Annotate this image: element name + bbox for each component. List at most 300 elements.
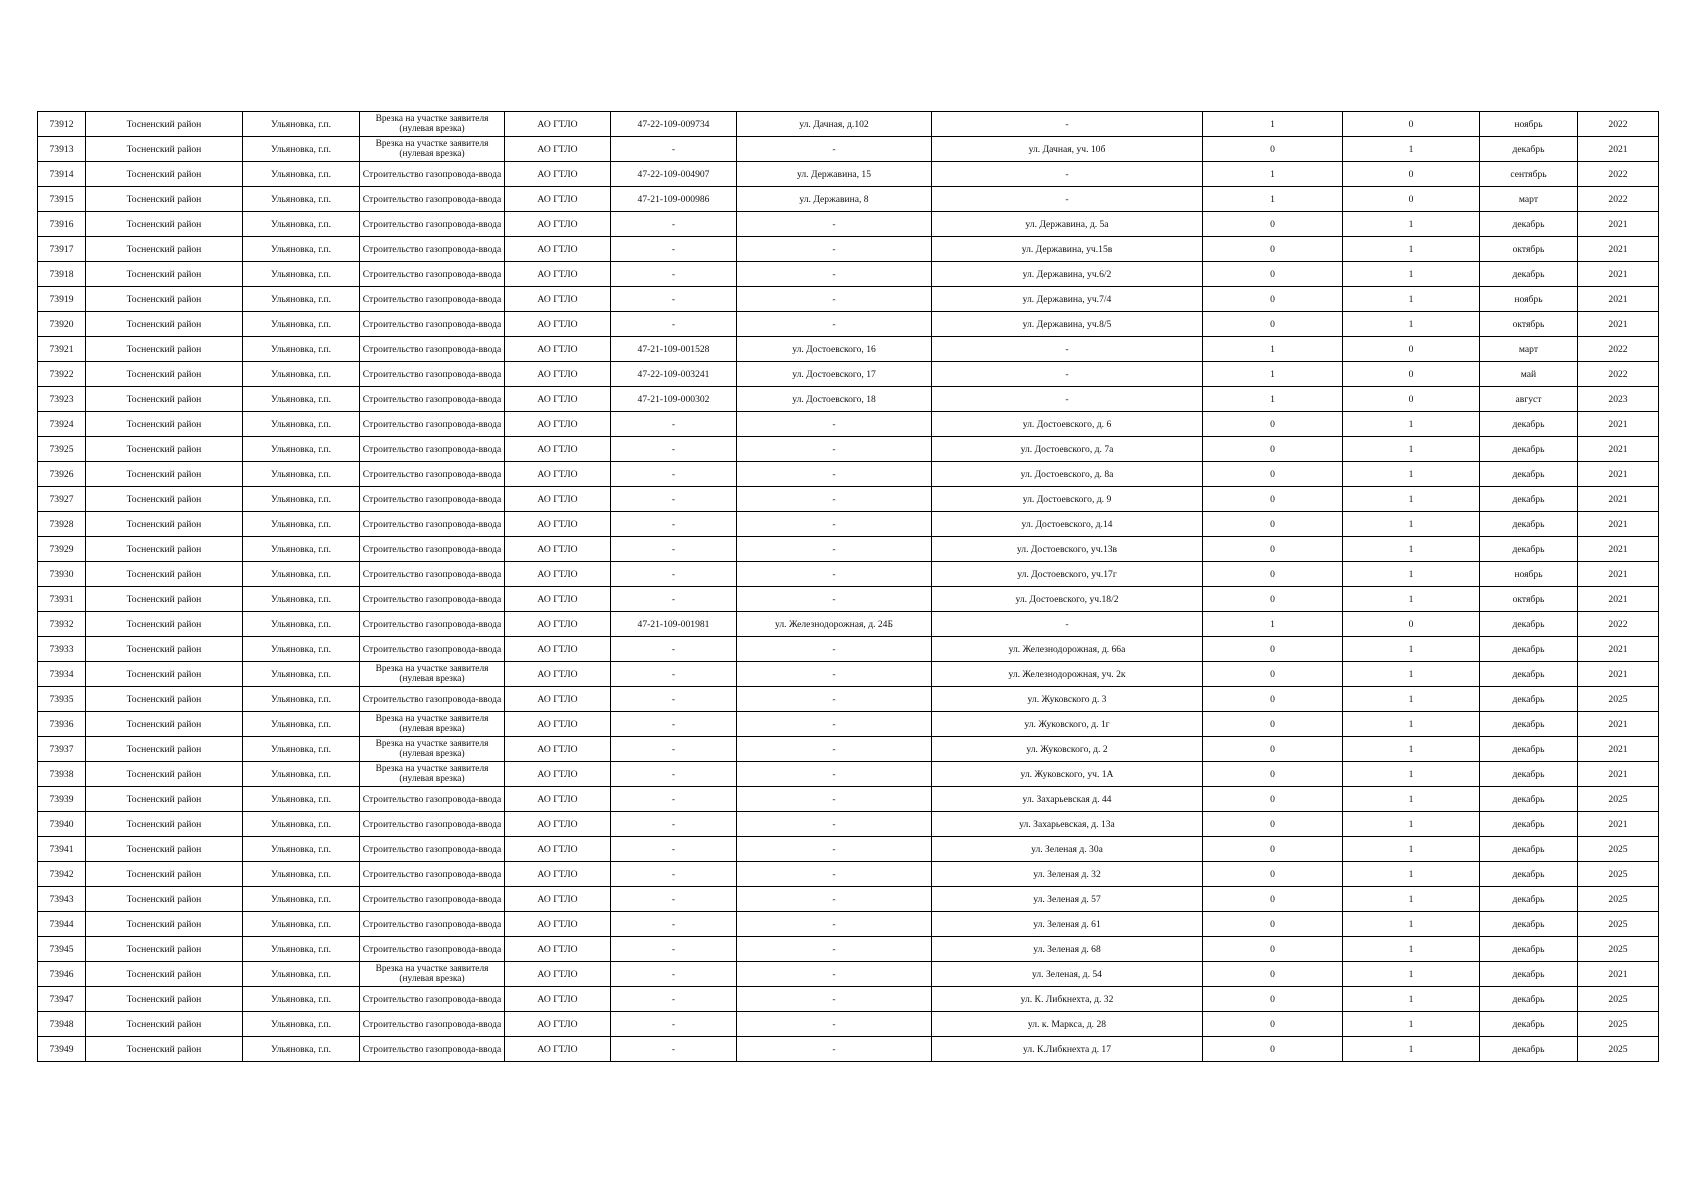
count-b-cell: 0 bbox=[1343, 187, 1480, 212]
district-cell: Тосненский район bbox=[86, 237, 243, 262]
count-a-cell: 0 bbox=[1203, 912, 1343, 937]
settlement-cell: Ульяновка, г.п. bbox=[243, 487, 360, 512]
organization-cell: АО ГТЛО bbox=[505, 162, 611, 187]
address-cell: ул. Жуковского, д. 2 bbox=[932, 737, 1203, 762]
month-cell: декабрь bbox=[1480, 687, 1578, 712]
month-cell: декабрь bbox=[1480, 812, 1578, 837]
year-cell: 2021 bbox=[1578, 437, 1659, 462]
cadastral-number-cell: - bbox=[611, 962, 737, 987]
count-b-cell: 1 bbox=[1343, 912, 1480, 937]
work-type-cell: Строительство газопровода-ввода bbox=[360, 437, 505, 462]
cadastral-number-cell: - bbox=[611, 512, 737, 537]
district-cell: Тосненский район bbox=[86, 262, 243, 287]
district-cell: Тосненский район bbox=[86, 812, 243, 837]
count-a-cell: 0 bbox=[1203, 1012, 1343, 1037]
cadastral-address-cell: - bbox=[737, 462, 932, 487]
table-row bbox=[38, 912, 1659, 937]
row-id-cell: 73929 bbox=[38, 537, 86, 562]
month-cell: декабрь bbox=[1480, 462, 1578, 487]
count-b-cell: 1 bbox=[1343, 512, 1480, 537]
count-b-cell: 0 bbox=[1343, 362, 1480, 387]
table-row bbox=[38, 187, 1659, 212]
month-cell: ноябрь bbox=[1480, 287, 1578, 312]
table-row bbox=[38, 562, 1659, 587]
month-cell: ноябрь bbox=[1480, 112, 1578, 137]
row-id-cell: 73926 bbox=[38, 462, 86, 487]
month-cell: декабрь bbox=[1480, 637, 1578, 662]
count-b-cell: 1 bbox=[1343, 287, 1480, 312]
address-cell: ул. к. Маркса, д. 28 bbox=[932, 1012, 1203, 1037]
district-cell: Тосненский район bbox=[86, 787, 243, 812]
cadastral-address-cell: - bbox=[737, 487, 932, 512]
address-cell: ул. Зеленая д. 32 bbox=[932, 862, 1203, 887]
organization-cell: АО ГТЛО bbox=[505, 1037, 611, 1062]
count-a-cell: 0 bbox=[1203, 562, 1343, 587]
count-a-cell: 0 bbox=[1203, 762, 1343, 787]
cadastral-number-cell: 47-21-109-001981 bbox=[611, 612, 737, 637]
work-type-cell: Строительство газопровода-ввода bbox=[360, 1037, 505, 1062]
organization-cell: АО ГТЛО bbox=[505, 1012, 611, 1037]
row-id-cell: 73948 bbox=[38, 1012, 86, 1037]
cadastral-number-cell: - bbox=[611, 312, 737, 337]
district-cell: Тосненский район bbox=[86, 612, 243, 637]
year-cell: 2025 bbox=[1578, 937, 1659, 962]
address-cell: ул. Зеленая д. 68 bbox=[932, 937, 1203, 962]
work-type-cell: Строительство газопровода-ввода bbox=[360, 887, 505, 912]
cadastral-address-cell: - bbox=[737, 862, 932, 887]
work-type-cell: Строительство газопровода-ввода bbox=[360, 537, 505, 562]
organization-cell: АО ГТЛО bbox=[505, 437, 611, 462]
row-id-cell: 73942 bbox=[38, 862, 86, 887]
cadastral-number-cell: - bbox=[611, 1012, 737, 1037]
cadastral-address-cell: ул. Дачная, д.102 bbox=[737, 112, 932, 137]
organization-cell: АО ГТЛО bbox=[505, 237, 611, 262]
cadastral-address-cell: - bbox=[737, 437, 932, 462]
cadastral-address-cell: - bbox=[737, 662, 932, 687]
month-cell: декабрь bbox=[1480, 262, 1578, 287]
settlement-cell: Ульяновка, г.п. bbox=[243, 662, 360, 687]
organization-cell: АО ГТЛО bbox=[505, 737, 611, 762]
count-a-cell: 0 bbox=[1203, 712, 1343, 737]
settlement-cell: Ульяновка, г.п. bbox=[243, 962, 360, 987]
cadastral-number-cell: - bbox=[611, 787, 737, 812]
row-id-cell: 73949 bbox=[38, 1037, 86, 1062]
work-type-cell: Строительство газопровода-ввода bbox=[360, 212, 505, 237]
table-row bbox=[38, 812, 1659, 837]
work-type-cell: Строительство газопровода-ввода bbox=[360, 612, 505, 637]
settlement-cell: Ульяновка, г.п. bbox=[243, 337, 360, 362]
month-cell: декабрь bbox=[1480, 612, 1578, 637]
work-type-cell: Строительство газопровода-ввода bbox=[360, 262, 505, 287]
table-row bbox=[38, 862, 1659, 887]
settlement-cell: Ульяновка, г.п. bbox=[243, 637, 360, 662]
month-cell: декабрь bbox=[1480, 137, 1578, 162]
address-cell: ул. Достоевского, уч.17г bbox=[932, 562, 1203, 587]
count-a-cell: 1 bbox=[1203, 612, 1343, 637]
month-cell: декабрь bbox=[1480, 762, 1578, 787]
row-id-cell: 73916 bbox=[38, 212, 86, 237]
month-cell: октябрь bbox=[1480, 312, 1578, 337]
cadastral-number-cell: 47-22-109-009734 bbox=[611, 112, 737, 137]
count-a-cell: 0 bbox=[1203, 412, 1343, 437]
row-id-cell: 73924 bbox=[38, 412, 86, 437]
work-type-cell: Строительство газопровода-ввода bbox=[360, 687, 505, 712]
district-cell: Тосненский район bbox=[86, 737, 243, 762]
year-cell: 2021 bbox=[1578, 562, 1659, 587]
count-b-cell: 0 bbox=[1343, 162, 1480, 187]
count-b-cell: 1 bbox=[1343, 1012, 1480, 1037]
address-cell: ул. Достоевского, уч.18/2 bbox=[932, 587, 1203, 612]
year-cell: 2025 bbox=[1578, 787, 1659, 812]
district-cell: Тосненский район bbox=[86, 412, 243, 437]
address-cell: ул. Державина, уч.7/4 bbox=[932, 287, 1203, 312]
cadastral-address-cell: - bbox=[737, 937, 932, 962]
cadastral-number-cell: - bbox=[611, 637, 737, 662]
count-b-cell: 0 bbox=[1343, 112, 1480, 137]
work-type-cell: Врезка на участке заявителя (нулевая врезка) bbox=[360, 662, 505, 687]
row-id-cell: 73946 bbox=[38, 962, 86, 987]
month-cell: декабрь bbox=[1480, 412, 1578, 437]
count-a-cell: 1 bbox=[1203, 362, 1343, 387]
address-cell: ул. Захарьевская д. 44 bbox=[932, 787, 1203, 812]
organization-cell: АО ГТЛО bbox=[505, 337, 611, 362]
table-row bbox=[38, 687, 1659, 712]
cadastral-address-cell: - bbox=[737, 587, 932, 612]
row-id-cell: 73923 bbox=[38, 387, 86, 412]
month-cell: декабрь bbox=[1480, 937, 1578, 962]
address-cell: - bbox=[932, 187, 1203, 212]
row-id-cell: 73914 bbox=[38, 162, 86, 187]
cadastral-number-cell: - bbox=[611, 487, 737, 512]
district-cell: Тосненский район bbox=[86, 987, 243, 1012]
cadastral-address-cell: - bbox=[737, 237, 932, 262]
table-row bbox=[38, 487, 1659, 512]
count-a-cell: 0 bbox=[1203, 862, 1343, 887]
organization-cell: АО ГТЛО bbox=[505, 987, 611, 1012]
address-cell: ул. Державина, уч.15в bbox=[932, 237, 1203, 262]
settlement-cell: Ульяновка, г.п. bbox=[243, 312, 360, 337]
cadastral-address-cell: - bbox=[737, 1037, 932, 1062]
organization-cell: АО ГТЛО bbox=[505, 687, 611, 712]
cadastral-address-cell: - bbox=[737, 287, 932, 312]
district-cell: Тосненский район bbox=[86, 562, 243, 587]
work-type-cell: Врезка на участке заявителя (нулевая врезка) bbox=[360, 762, 505, 787]
table-row bbox=[38, 462, 1659, 487]
cadastral-number-cell: 47-21-109-000302 bbox=[611, 387, 737, 412]
month-cell: декабрь bbox=[1480, 712, 1578, 737]
cadastral-address-cell: - bbox=[737, 412, 932, 437]
district-cell: Тосненский район bbox=[86, 112, 243, 137]
settlement-cell: Ульяновка, г.п. bbox=[243, 587, 360, 612]
cadastral-address-cell: - bbox=[737, 687, 932, 712]
year-cell: 2021 bbox=[1578, 762, 1659, 787]
month-cell: декабрь bbox=[1480, 862, 1578, 887]
settlement-cell: Ульяновка, г.п. bbox=[243, 762, 360, 787]
settlement-cell: Ульяновка, г.п. bbox=[243, 1012, 360, 1037]
settlement-cell: Ульяновка, г.п. bbox=[243, 137, 360, 162]
cadastral-number-cell: - bbox=[611, 462, 737, 487]
work-type-cell: Строительство газопровода-ввода bbox=[360, 937, 505, 962]
work-type-cell: Строительство газопровода-ввода bbox=[360, 587, 505, 612]
year-cell: 2022 bbox=[1578, 112, 1659, 137]
address-cell: ул. Зеленая д. 30а bbox=[932, 837, 1203, 862]
row-id-cell: 73920 bbox=[38, 312, 86, 337]
month-cell: декабрь bbox=[1480, 1012, 1578, 1037]
row-id-cell: 73921 bbox=[38, 337, 86, 362]
district-cell: Тосненский район bbox=[86, 937, 243, 962]
count-b-cell: 1 bbox=[1343, 487, 1480, 512]
district-cell: Тосненский район bbox=[86, 487, 243, 512]
district-cell: Тосненский район bbox=[86, 662, 243, 687]
organization-cell: АО ГТЛО bbox=[505, 962, 611, 987]
address-cell: ул. Жуковского, уч. 1А bbox=[932, 762, 1203, 787]
address-cell: - bbox=[932, 387, 1203, 412]
count-a-cell: 0 bbox=[1203, 737, 1343, 762]
work-type-cell: Строительство газопровода-ввода bbox=[360, 1012, 505, 1037]
settlement-cell: Ульяновка, г.п. bbox=[243, 537, 360, 562]
address-cell: ул. Дачная, уч. 10б bbox=[932, 137, 1203, 162]
organization-cell: АО ГТЛО bbox=[505, 762, 611, 787]
district-cell: Тосненский район bbox=[86, 287, 243, 312]
settlement-cell: Ульяновка, г.п. bbox=[243, 687, 360, 712]
cadastral-number-cell: - bbox=[611, 412, 737, 437]
count-a-cell: 1 bbox=[1203, 112, 1343, 137]
table-row bbox=[38, 737, 1659, 762]
cadastral-number-cell: - bbox=[611, 437, 737, 462]
row-id-cell: 73918 bbox=[38, 262, 86, 287]
address-cell: ул. Достоевского, уч.13в bbox=[932, 537, 1203, 562]
cadastral-address-cell: ул. Достоевского, 17 bbox=[737, 362, 932, 387]
district-cell: Тосненский район bbox=[86, 687, 243, 712]
cadastral-address-cell: - bbox=[737, 712, 932, 737]
table-row bbox=[38, 337, 1659, 362]
address-cell: ул. Достоевского, д. 7а bbox=[932, 437, 1203, 462]
row-id-cell: 73915 bbox=[38, 187, 86, 212]
count-a-cell: 0 bbox=[1203, 1037, 1343, 1062]
organization-cell: АО ГТЛО bbox=[505, 612, 611, 637]
count-a-cell: 0 bbox=[1203, 212, 1343, 237]
count-a-cell: 0 bbox=[1203, 287, 1343, 312]
cadastral-number-cell: 47-21-109-000986 bbox=[611, 187, 737, 212]
work-type-cell: Строительство газопровода-ввода bbox=[360, 187, 505, 212]
count-b-cell: 0 bbox=[1343, 612, 1480, 637]
address-cell: - bbox=[932, 337, 1203, 362]
settlement-cell: Ульяновка, г.п. bbox=[243, 112, 360, 137]
work-type-cell: Строительство газопровода-ввода bbox=[360, 812, 505, 837]
settlement-cell: Ульяновка, г.п. bbox=[243, 387, 360, 412]
district-cell: Тосненский район bbox=[86, 387, 243, 412]
address-cell: ул. Жуковского д. 3 bbox=[932, 687, 1203, 712]
cadastral-address-cell: ул. Достоевского, 16 bbox=[737, 337, 932, 362]
cadastral-address-cell: - bbox=[737, 1012, 932, 1037]
count-a-cell: 0 bbox=[1203, 262, 1343, 287]
month-cell: декабрь bbox=[1480, 912, 1578, 937]
count-b-cell: 1 bbox=[1343, 562, 1480, 587]
cadastral-number-cell: 47-22-109-004907 bbox=[611, 162, 737, 187]
year-cell: 2025 bbox=[1578, 887, 1659, 912]
table-row bbox=[38, 362, 1659, 387]
row-id-cell: 73943 bbox=[38, 887, 86, 912]
district-cell: Тосненский район bbox=[86, 462, 243, 487]
year-cell: 2021 bbox=[1578, 237, 1659, 262]
month-cell: август bbox=[1480, 387, 1578, 412]
month-cell: декабрь bbox=[1480, 837, 1578, 862]
work-type-cell: Строительство газопровода-ввода bbox=[360, 287, 505, 312]
address-cell: - bbox=[932, 112, 1203, 137]
year-cell: 2021 bbox=[1578, 637, 1659, 662]
row-id-cell: 73940 bbox=[38, 812, 86, 837]
count-b-cell: 1 bbox=[1343, 787, 1480, 812]
district-cell: Тосненский район bbox=[86, 137, 243, 162]
count-b-cell: 1 bbox=[1343, 662, 1480, 687]
settlement-cell: Ульяновка, г.п. bbox=[243, 162, 360, 187]
month-cell: декабрь bbox=[1480, 737, 1578, 762]
year-cell: 2021 bbox=[1578, 712, 1659, 737]
organization-cell: АО ГТЛО bbox=[505, 837, 611, 862]
cadastral-address-cell: - bbox=[737, 787, 932, 812]
row-id-cell: 73939 bbox=[38, 787, 86, 812]
count-b-cell: 1 bbox=[1343, 987, 1480, 1012]
row-id-cell: 73945 bbox=[38, 937, 86, 962]
count-b-cell: 1 bbox=[1343, 937, 1480, 962]
district-cell: Тосненский район bbox=[86, 537, 243, 562]
cadastral-address-cell: - bbox=[737, 762, 932, 787]
organization-cell: АО ГТЛО bbox=[505, 312, 611, 337]
district-cell: Тосненский район bbox=[86, 212, 243, 237]
cadastral-number-cell: - bbox=[611, 237, 737, 262]
month-cell: декабрь bbox=[1480, 787, 1578, 812]
address-cell: ул. К. Либкнехта, д. 32 bbox=[932, 987, 1203, 1012]
table-row bbox=[38, 762, 1659, 787]
work-type-cell: Строительство газопровода-ввода bbox=[360, 987, 505, 1012]
cadastral-number-cell: - bbox=[611, 537, 737, 562]
count-b-cell: 0 bbox=[1343, 387, 1480, 412]
year-cell: 2021 bbox=[1578, 512, 1659, 537]
count-b-cell: 1 bbox=[1343, 687, 1480, 712]
cadastral-number-cell: - bbox=[611, 937, 737, 962]
work-type-cell: Врезка на участке заявителя (нулевая врезка) bbox=[360, 712, 505, 737]
organization-cell: АО ГТЛО bbox=[505, 787, 611, 812]
district-cell: Тосненский район bbox=[86, 587, 243, 612]
settlement-cell: Ульяновка, г.п. bbox=[243, 412, 360, 437]
year-cell: 2021 bbox=[1578, 962, 1659, 987]
cadastral-number-cell: 47-21-109-001528 bbox=[611, 337, 737, 362]
cadastral-address-cell: ул. Державина, 15 bbox=[737, 162, 932, 187]
organization-cell: АО ГТЛО bbox=[505, 812, 611, 837]
district-cell: Тосненский район bbox=[86, 762, 243, 787]
cadastral-address-cell: - bbox=[737, 137, 932, 162]
organization-cell: АО ГТЛО bbox=[505, 287, 611, 312]
settlement-cell: Ульяновка, г.п. bbox=[243, 237, 360, 262]
month-cell: май bbox=[1480, 362, 1578, 387]
district-cell: Тосненский район bbox=[86, 912, 243, 937]
organization-cell: АО ГТЛО bbox=[505, 387, 611, 412]
count-b-cell: 1 bbox=[1343, 412, 1480, 437]
district-cell: Тосненский район bbox=[86, 637, 243, 662]
district-cell: Тосненский район bbox=[86, 437, 243, 462]
row-id-cell: 73936 bbox=[38, 712, 86, 737]
month-cell: декабрь bbox=[1480, 512, 1578, 537]
month-cell: март bbox=[1480, 187, 1578, 212]
year-cell: 2021 bbox=[1578, 587, 1659, 612]
row-id-cell: 73931 bbox=[38, 587, 86, 612]
month-cell: декабрь bbox=[1480, 1037, 1578, 1062]
settlement-cell: Ульяновка, г.п. bbox=[243, 862, 360, 887]
count-a-cell: 1 bbox=[1203, 162, 1343, 187]
settlement-cell: Ульяновка, г.п. bbox=[243, 262, 360, 287]
table-row bbox=[38, 162, 1659, 187]
table-row bbox=[38, 312, 1659, 337]
work-type-cell: Строительство газопровода-ввода bbox=[360, 912, 505, 937]
count-b-cell: 1 bbox=[1343, 862, 1480, 887]
year-cell: 2025 bbox=[1578, 862, 1659, 887]
work-type-cell: Врезка на участке заявителя (нулевая врезка) bbox=[360, 737, 505, 762]
work-type-cell: Строительство газопровода-ввода bbox=[360, 162, 505, 187]
year-cell: 2021 bbox=[1578, 212, 1659, 237]
cadastral-number-cell: 47-22-109-003241 bbox=[611, 362, 737, 387]
address-cell: ул. Зеленая, д. 54 bbox=[932, 962, 1203, 987]
settlement-cell: Ульяновка, г.п. bbox=[243, 912, 360, 937]
table-row bbox=[38, 212, 1659, 237]
organization-cell: АО ГТЛО bbox=[505, 187, 611, 212]
count-a-cell: 0 bbox=[1203, 637, 1343, 662]
year-cell: 2021 bbox=[1578, 487, 1659, 512]
count-a-cell: 0 bbox=[1203, 462, 1343, 487]
table-row bbox=[38, 987, 1659, 1012]
district-cell: Тосненский район bbox=[86, 962, 243, 987]
row-id-cell: 73930 bbox=[38, 562, 86, 587]
count-a-cell: 0 bbox=[1203, 487, 1343, 512]
table-row bbox=[38, 962, 1659, 987]
cadastral-number-cell: - bbox=[611, 762, 737, 787]
work-type-cell: Строительство газопровода-ввода bbox=[360, 512, 505, 537]
address-cell: ул. Достоевского, д. 9 bbox=[932, 487, 1203, 512]
organization-cell: АО ГТЛО bbox=[505, 862, 611, 887]
cadastral-address-cell: - bbox=[737, 537, 932, 562]
settlement-cell: Ульяновка, г.п. bbox=[243, 287, 360, 312]
settlement-cell: Ульяновка, г.п. bbox=[243, 512, 360, 537]
work-type-cell: Строительство газопровода-ввода bbox=[360, 362, 505, 387]
cadastral-number-cell: - bbox=[611, 712, 737, 737]
settlement-cell: Ульяновка, г.п. bbox=[243, 462, 360, 487]
organization-cell: АО ГТЛО bbox=[505, 262, 611, 287]
cadastral-number-cell: - bbox=[611, 862, 737, 887]
address-cell: ул. Зеленая д. 57 bbox=[932, 887, 1203, 912]
address-cell: ул. Державина, уч.6/2 bbox=[932, 262, 1203, 287]
table-row bbox=[38, 662, 1659, 687]
organization-cell: АО ГТЛО bbox=[505, 887, 611, 912]
settlement-cell: Ульяновка, г.п. bbox=[243, 362, 360, 387]
cadastral-address-cell: - bbox=[737, 837, 932, 862]
organization-cell: АО ГТЛО bbox=[505, 137, 611, 162]
count-a-cell: 0 bbox=[1203, 937, 1343, 962]
year-cell: 2025 bbox=[1578, 1012, 1659, 1037]
address-cell: ул. Достоевского, д. 8а bbox=[932, 462, 1203, 487]
count-b-cell: 1 bbox=[1343, 737, 1480, 762]
cadastral-number-cell: - bbox=[611, 1037, 737, 1062]
row-id-cell: 73912 bbox=[38, 112, 86, 137]
address-cell: - bbox=[932, 612, 1203, 637]
settlement-cell: Ульяновка, г.п. bbox=[243, 1037, 360, 1062]
address-cell: ул. Железнодорожная, д. 66а bbox=[932, 637, 1203, 662]
address-cell: ул. К.Либкнехта д. 17 bbox=[932, 1037, 1203, 1062]
cadastral-number-cell: - bbox=[611, 562, 737, 587]
count-b-cell: 1 bbox=[1343, 237, 1480, 262]
table-row bbox=[38, 112, 1659, 137]
count-b-cell: 1 bbox=[1343, 962, 1480, 987]
cadastral-address-cell: - bbox=[737, 512, 932, 537]
organization-cell: АО ГТЛО bbox=[505, 212, 611, 237]
